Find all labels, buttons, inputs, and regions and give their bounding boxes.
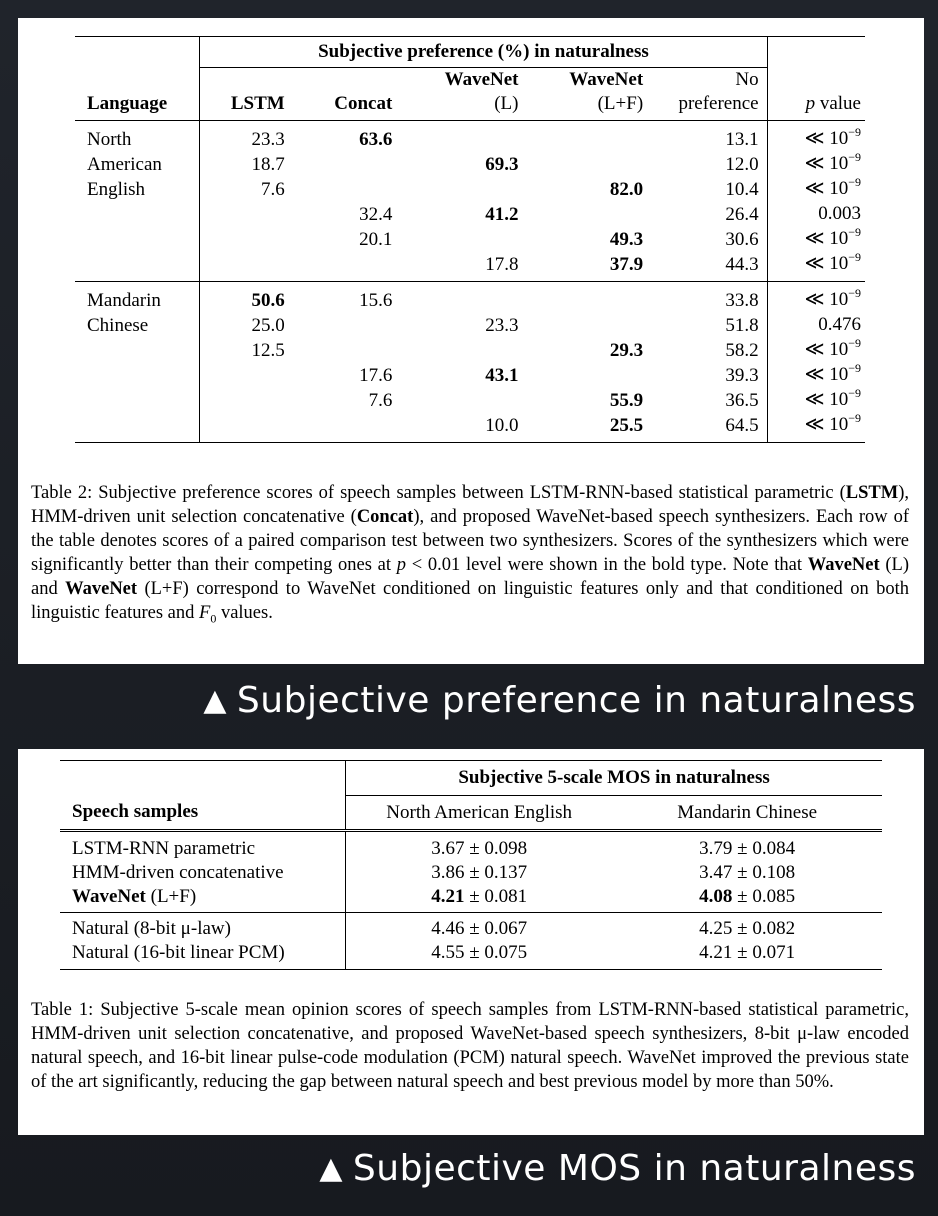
cell-wl: 23.3 [485,314,519,336]
table1-caption: Table 1: Subjective 5-scale mean opinion scores of speech samples from LSTM-RNN-based statistical parametric, HMM-driven unit selection concatenative, and proposed WaveNet-based speech synthesizers, 8-bit μ-law encoded natural speech, and 16-bit linear pulse-code modulation (PCM) natural speech. WaveNet improved the previous state of the art significantly, reducing the gap between natural speech and best previous model by more than 50%. [31,1000,909,1092]
cell-lang: North [87,128,132,150]
cell-np: 10.4 [653,177,767,202]
col-speech-samples: Speech samples [60,796,346,831]
cell-na: 4.55 ± 0.075 [346,941,613,970]
cell-mc: 4.21 ± 0.071 [612,941,882,970]
cell-np: 64.5 [653,413,767,443]
cell-sample: WaveNet (L+F) [60,885,346,913]
table2-caption: Table 2: Subjective preference scores of speech samples between LSTM-RNN-based statistical parametric (LSTM), HMM-driven unit selection concatenative (Concat), and proposed WaveNet-based speech synthesizers. Each row of the table denotes scores of a paired comparison test between two synthesizers. Scores of the synthesizers which were significantly better than their competing ones at p < 0.01 level were shown in the bold type. Note that WaveNet (L) and WaveNet (L+F) correspond to WaveNet conditioned on linguistic features only and that conditioned on both linguistic features and $F_0$ values. [31,483,909,626]
cell-wl [412,338,528,363]
cell-wlf [529,152,654,177]
table-row [60,861,882,885]
cell-wlf: 25.5 [529,413,654,443]
cell-wl: 69.3 [485,153,519,175]
cell-lstm [200,227,299,252]
cell-np: 12.0 [653,152,767,177]
cell-concat: 63.6 [359,128,393,150]
cell-np: 58.2 [653,338,767,363]
table-row [75,282,865,314]
cell-np: 30.6 [653,227,767,252]
table-row [75,313,865,338]
strip-preference [203,680,916,721]
cell-np: 36.5 [653,388,767,413]
table-row [75,252,865,282]
cell-concat: 15.6 [359,289,393,311]
col-p-value: p value [767,68,865,121]
cell-concat: 20.1 [359,228,393,250]
cell-lstm [200,252,299,282]
table-row [60,831,882,862]
mos-table [60,760,882,970]
table-row [75,413,865,443]
cell-np: 13.1 [653,121,767,153]
cell-wl: 17.8 [412,252,528,282]
cell-p: ≪ $10^{-9}$ [767,413,865,443]
cell-concat: 7.6 [368,389,393,411]
cell-lang: English [87,178,146,200]
table2-group-header: Subjective preference (%) in naturalness [318,41,649,62]
cell-lang: American [87,153,162,175]
cell-concat [299,177,413,202]
table-row [75,338,865,363]
strip-mos-text: Subjective MOS in naturalness [352,1148,916,1189]
col-lstm: LSTM [200,68,299,121]
col-mandarin-chinese: Mandarin Chinese [612,796,882,831]
cell-lang [75,338,200,363]
cell-lang [75,252,200,282]
cell-wlf: 55.9 [609,389,644,411]
col-wavenet-lf: WaveNet (L+F) [529,68,654,121]
cell-p: ≪ $10^{-9}$ [804,286,861,310]
col-no-preference: No preference [653,68,767,121]
cell-lang [75,413,200,443]
cell-p: ≪ $10^{-9}$ [804,386,861,410]
cell-na: 3.67 ± 0.098 [431,838,528,859]
cell-concat [299,338,413,363]
cell-lang: Mandarin [87,289,161,311]
cell-p: ≪ $10^{-9}$ [767,252,865,282]
cell-lstm [200,388,299,413]
cell-wlf [529,363,654,388]
cell-wlf [529,121,654,153]
cell-np: 26.4 [653,202,767,227]
cell-na: 4.46 ± 0.067 [431,918,528,939]
col-concat: Concat [299,68,413,121]
cell-p: 0.003 [818,203,861,224]
cell-wl: 10.0 [412,413,528,443]
cell-sample: LSTM-RNN parametric [60,831,346,862]
cell-wl [412,227,528,252]
cell-mc: 3.79 ± 0.084 [699,838,796,859]
table-row [75,363,865,388]
cell-lstm: 12.5 [200,338,299,363]
cell-p: ≪ $10^{-9}$ [804,150,861,174]
triangle-up-icon: ▲ [319,1151,343,1186]
table1-panel [18,749,924,1135]
cell-wl [412,121,528,153]
cell-lstm: 18.7 [200,152,299,177]
table-row [75,121,865,153]
cell-wlf [529,282,654,314]
cell-na: 4.21 ± 0.081 [346,885,613,913]
cell-concat [299,252,413,282]
triangle-up-icon: ▲ [203,683,227,718]
cell-lstm: 50.6 [200,282,299,314]
cell-lstm [200,202,299,227]
cell-lstm: 23.3 [200,121,299,153]
cell-concat [299,313,413,338]
table-row [75,152,865,177]
table1-group-header: Subjective 5-scale MOS in naturalness [458,767,770,788]
cell-p: ≪ $10^{-9}$ [804,225,861,249]
cell-wlf: 37.9 [529,252,654,282]
table-row [60,885,882,913]
col-language: Language [75,68,200,121]
cell-lang [75,363,200,388]
cell-wl: 43.1 [485,364,519,386]
cell-wl: 41.2 [485,203,519,225]
table-row [75,202,865,227]
table-row [75,227,865,252]
cell-mc: 4.25 ± 0.082 [699,918,796,939]
cell-na: 3.86 ± 0.137 [431,862,528,883]
cell-p: ≪ $10^{-9}$ [804,125,861,149]
cell-np: 44.3 [653,252,767,282]
cell-lstm [200,413,299,443]
strip-preference-text: Subjective preference in naturalness [236,680,916,721]
cell-concat [299,413,413,443]
cell-concat [299,152,413,177]
cell-lstm: 25.0 [200,313,299,338]
table-row [75,388,865,413]
table-row [60,941,882,970]
col-north-american-english: North American English [346,796,613,831]
cell-sample: HMM-driven concatenative [60,861,346,885]
cell-mc: 3.47 ± 0.108 [699,862,796,883]
cell-wlf: 82.0 [609,178,644,200]
preference-table [75,36,865,443]
table-row [75,177,865,202]
cell-wl [412,388,528,413]
cell-np: 33.8 [653,282,767,314]
cell-mc: 4.08 ± 0.085 [612,885,882,913]
cell-lang [75,202,200,227]
cell-sample: Natural (16-bit linear PCM) [60,941,346,970]
cell-lang [75,227,200,252]
cell-wlf: 29.3 [609,339,644,361]
cell-lstm: 7.6 [200,177,299,202]
cell-lstm [200,363,299,388]
cell-concat: 32.4 [359,203,393,225]
col-wavenet-l: WaveNet (L) [412,68,528,121]
table2-panel [18,18,924,664]
cell-concat: 17.6 [359,364,393,386]
table-row [60,913,882,942]
cell-wlf [529,202,654,227]
cell-np: 39.3 [653,363,767,388]
cell-wl [412,177,528,202]
cell-wlf [529,313,654,338]
cell-p: 0.476 [818,314,861,335]
strip-mos [319,1148,916,1189]
cell-p: ≪ $10^{-9}$ [804,175,861,199]
cell-p: ≪ $10^{-9}$ [804,336,861,360]
cell-wlf: 49.3 [609,228,644,250]
cell-lang [75,388,200,413]
cell-lang: Chinese [87,314,149,336]
cell-wl [412,282,528,314]
cell-p: ≪ $10^{-9}$ [804,361,861,385]
cell-sample: Natural (8-bit μ-law) [60,913,346,942]
cell-np: 51.8 [653,313,767,338]
